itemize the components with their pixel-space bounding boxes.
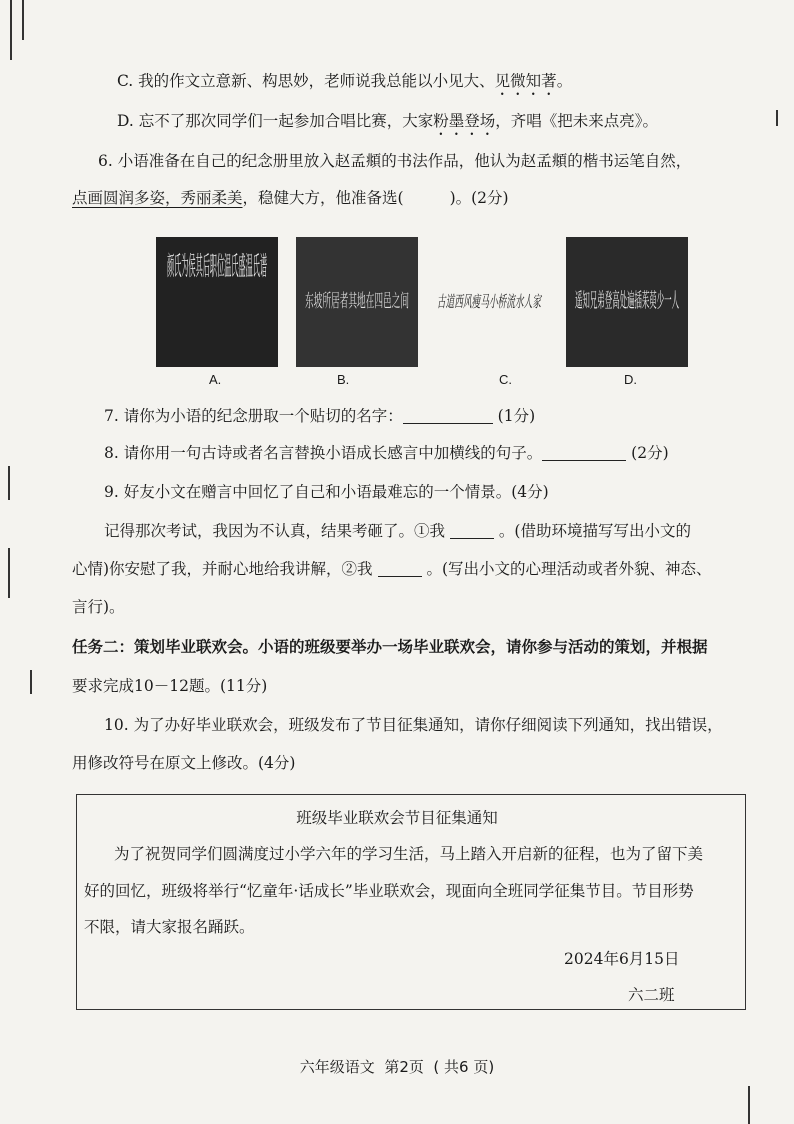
footer-total: ( 共6 页) — [433, 1058, 495, 1076]
notice-title: 班级毕业联欢会节目征集通知 — [296, 809, 498, 827]
footer-page: 第2页 — [384, 1058, 424, 1076]
q9-answer-blank-2[interactable] — [378, 560, 422, 577]
q9-passage-end: 言行)。 — [72, 598, 125, 616]
scan-mark — [30, 670, 32, 694]
task2-heading-cont: 要求完成10－12题。(11分) — [72, 677, 268, 695]
scan-mark — [8, 466, 10, 500]
q10-question-cont: 用修改符号在原文上修改。(4分) — [72, 754, 296, 772]
q10-question: 10. 为了办好毕业联欢会，班级发布了节目征集通知，请你仔细阅读下列通知，找出错误， — [104, 716, 723, 734]
scan-mark — [776, 110, 778, 126]
calligraphy-text: 颜氏为侯其后职位温氏盛温氏谱 — [167, 252, 267, 282]
calligraphy-option-d[interactable] — [566, 237, 688, 367]
calligraphy-text: 遥知兄弟登高处遍插茱萸少一人 — [575, 288, 679, 312]
notice-body-line: 不限，请大家报名踊跃。 — [84, 918, 255, 936]
q9-answer-blank-1[interactable] — [450, 522, 494, 539]
q5-option-d: D. 忘不了那次同学们一起参加合唱比赛，大家粉墨登场，齐唱《把未来点亮》。 — [117, 112, 659, 130]
q6-question-cont: 点画圆润多姿，秀丽柔美，稳健大方，他准备选( )。(2分) — [72, 189, 509, 207]
scan-mark — [8, 548, 10, 598]
q6-question: 6. 小语准备在自己的纪念册里放入赵孟頫的书法作品，他认为赵孟頫的楷书运笔自然， — [98, 152, 692, 170]
calligraphy-option-a[interactable] — [156, 237, 278, 367]
scan-mark — [22, 0, 24, 40]
calligraphy-text: 古道西风瘦马小桥流水人家 — [437, 292, 543, 311]
q9-question: 9. 好友小文在赠言中回忆了自己和小语最难忘的一个情景。(4分) — [104, 483, 549, 501]
option-label-b: B. — [337, 372, 350, 387]
option-label-d: D. — [624, 372, 637, 387]
notice-body-line: 为了祝贺同学们圆满度过小学六年的学习生活，马上踏入开启新的征程，也为了留下美 — [114, 845, 704, 863]
q9-passage-cont: 心情)你安慰了我，并耐心地给我讲解，②我 。(写出小文的心理活动或者外貌、神态、 — [72, 560, 712, 578]
page-footer — [0, 1056, 794, 1077]
calligraphy-option-b[interactable] — [296, 237, 418, 367]
scan-mark — [10, 0, 12, 60]
scan-mark — [748, 1086, 750, 1124]
option-label-c: C. — [499, 372, 512, 387]
footer-grade: 六年级语文 — [299, 1058, 375, 1076]
q7-answer-blank[interactable] — [403, 407, 493, 424]
q8-question: 8. 请你用一句古诗或者名言替换小语成长感言中加横线的句子。 (2分) — [104, 444, 669, 462]
calligraphy-option-c[interactable] — [428, 237, 550, 367]
q9-passage: 记得那次考试，我因为不认真，结果考砸了。①我 。(借助环境描写写出小文的 — [104, 522, 691, 540]
task2-heading: 任务二：策划毕业联欢会。小语的班级要举办一场毕业联欢会，请你参与活动的策划，并根据 — [72, 637, 708, 656]
option-label-a: A. — [209, 372, 222, 387]
notice-issuer: 六二班 — [628, 986, 675, 1004]
q5-option-c: C. 我的作文立意新、构思妙，老师说我总能以小见大、见微知著。 — [117, 72, 573, 90]
notice-body-line: 好的回忆，班级将举行“忆童年·话成长”毕业联欢会，现面向全班同学征集节目。节目形势 — [84, 882, 694, 900]
q8-answer-blank[interactable] — [542, 444, 626, 461]
calligraphy-text: 东坡所居者其地在四邑之间 — [305, 291, 409, 312]
notice-date: 2024年6月15日 — [564, 950, 680, 968]
q7-question: 7. 请你为小语的纪念册取一个贴切的名字： (1分) — [104, 407, 536, 425]
